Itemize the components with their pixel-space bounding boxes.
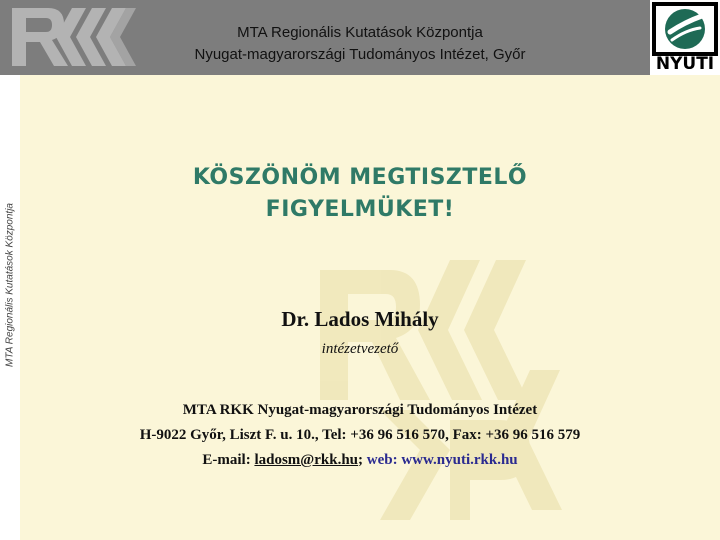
header-title (150, 22, 570, 66)
header-bar (0, 0, 720, 75)
contact-institution: MTA RKK Nyugat-magyarországi Tudományos Intézet (182, 402, 538, 418)
nyuti-logo-text: NYUTI (655, 54, 715, 74)
person-title: intézetvezető (321, 341, 399, 357)
contact-separator: ; (358, 452, 364, 468)
contact-block (40, 398, 680, 473)
main-heading (110, 162, 610, 226)
rkk-logo-icon (8, 4, 138, 70)
heading-line1: KÖSZÖNÖM MEGTISZTELŐ (192, 165, 528, 190)
header-title-line1: MTA Regionális Kutatások Központja (237, 24, 483, 41)
nyuti-logo-icon (650, 0, 720, 56)
heading-line2: FIGYELMÜKET! (265, 197, 455, 222)
person-name: Dr. Lados Mihály (281, 307, 439, 331)
email-link[interactable]: ladosm@rkk.hu (254, 452, 359, 468)
contact-address: H-9022 Győr, Liszt F. u. 10., Tel: +36 96 516 570, Fax: +36 96 516 579 (139, 427, 581, 443)
header-title-line2: Nyugat-magyarországi Tudományos Intézet, Győr (194, 46, 526, 63)
web-link[interactable]: web: www.nyuti.rkk.hu (363, 452, 518, 468)
nyuti-logo (650, 0, 720, 75)
side-vertical-text: MTA Regionális Kutatások Központja (4, 203, 16, 367)
email-label: E-mail: (202, 452, 255, 468)
side-strip (0, 75, 20, 540)
contact-email-web (40, 448, 680, 473)
rkk-watermark-icon (300, 250, 600, 530)
